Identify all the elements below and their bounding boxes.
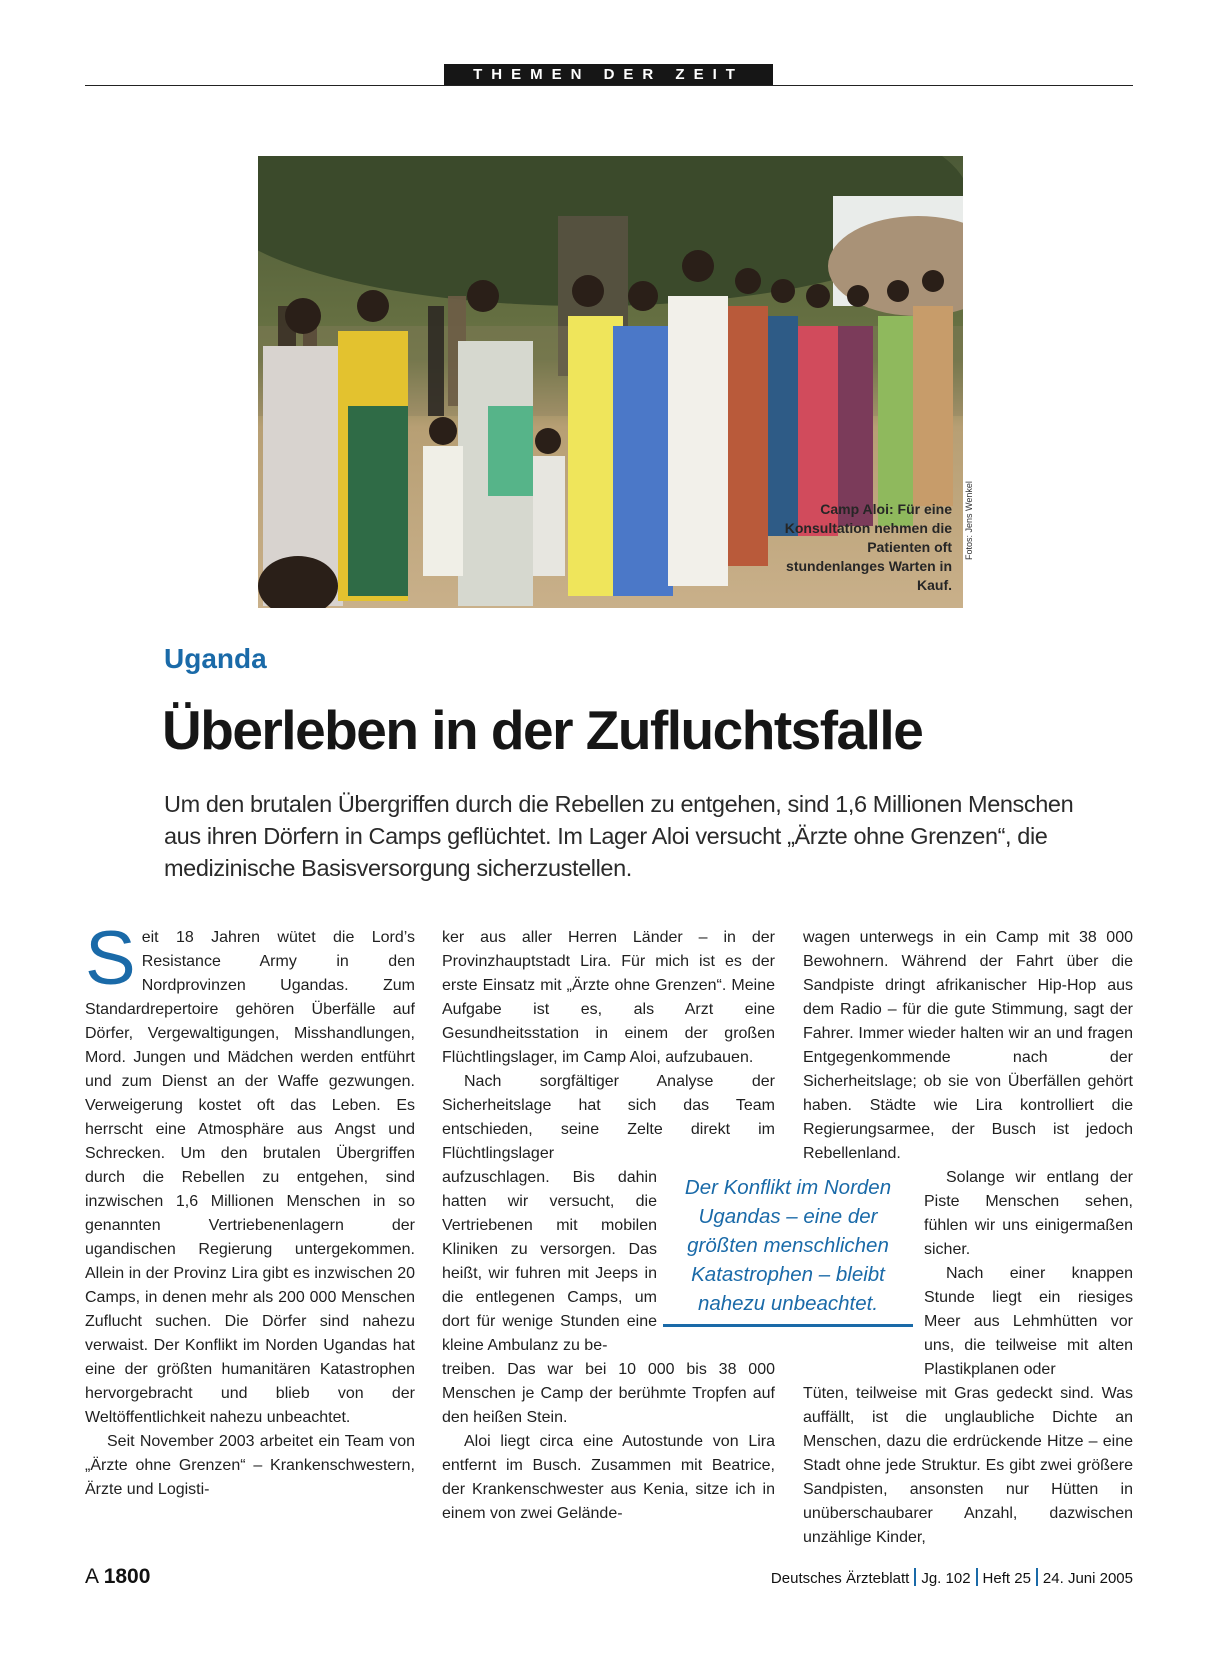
pull-quote: Der Konflikt im Norden Ugandas – eine der größten menschlichen Katastrophen – bleibt nahezu unbeachtet. (663, 1173, 913, 1327)
body-paragraph: Solange wir entlang der Piste Menschen sehen, fühlen wir uns einigermaßen sicher. (924, 1169, 1133, 1258)
body-paragraph: Tüten, teilweise mit Gras gedeckt sind. Was auffällt, ist die unglaubliche Dichte an Menschen, dazu die erdrückende Hitze – eine Stadt ohne jede Struktur. Es gibt zwei größere Sandpisten, ansonsten nur Hütten in unüberschaubarer Anzahl, dazwischen unzählige Kinder, (803, 1385, 1133, 1546)
page-prefix: A (85, 1565, 98, 1588)
journal-name: Deutsches Ärzteblatt (770, 1570, 910, 1587)
body-paragraph: Aloi liegt circa eine Autostunde von Lira entfernt im Busch. Zusammen mit Beatrice, der Krankenschwester aus Kenia, sitze ich in einem von zwei Gelände- (442, 1433, 775, 1522)
separator (976, 1568, 978, 1586)
section-label: THEMEN DER ZEIT (444, 64, 773, 86)
separator (914, 1568, 916, 1586)
page-number (85, 1565, 150, 1589)
body-paragraph: ker aus aller Herren Länder – in der Provinzhauptstadt Lira. Für mich ist es der erste Einsatz mit „Ärzte ohne Grenzen“. Meine Aufgabe ist es, als Arzt eine Gesundheitsstation in einem der großen Flüchtlingslager, im Camp Aloi, aufzubauen. (442, 929, 775, 1066)
journal-date: 24. Juni 2005 (1042, 1570, 1133, 1587)
drop-cap: S (85, 916, 136, 1001)
article-headline: Überleben in der Zufluchtsfalle (162, 699, 923, 761)
body-paragraph: treiben. Das war bei 10 000 bis 38 000 Menschen je Camp der berühmte Tropfen auf den heißen Stein. (442, 1361, 775, 1426)
body-paragraph: wagen unterwegs in ein Camp mit 38 000 Bewohnern. Während der Fahrt über die Sandpiste dringt afrikanischer Hip-Hop aus dem Radio – für die gute Stimmung, sagt der Fahrer. Immer wieder halten wir an und fragen Entgegenkommende nach der Sicherheitslage; ob sie von Überfällen gehört haben. Städte wie Lira kontrolliert die Regierungsarmee, der Busch ist jedoch Rebellenland. (803, 929, 1133, 1162)
journal-volume: Jg. 102 (921, 1570, 971, 1587)
header-rule (85, 85, 1133, 86)
body-paragraph: eit 18 Jahren wütet die Lord’s Resistance Army in den Nordprovinzen Ugandas. Zum Standardrepertoire gehören Überfälle auf Dörfer, Vergewaltigungen, Misshandlungen, Mord. Jungen und Mädchen werden entführt und zum Dienst an der Waffe gezwungen. Verweigerung kostet oft das Leben. Es herrscht eine Atmosphäre aus Angst und Schrecken. Um den brutalen Übergriffen durch die Rebellen zu entgehen, sind inzwischen 1,6 Millionen Menschen in so genannten Vertriebenenlagern der ugandischen Regierung untergekommen. Allein in der Provinz Lira gibt es inzwischen 20 Camps, in denen mehr als 200 000 Menschen Zuflucht suchen. Die Dörfer sind nahezu verwaist. Der Konflikt im Norden Ugandas hat eine der größten humanitären Katastrophen hervorgebracht und blieb von der Weltöffentlichkeit nahezu unbeachtet. (85, 929, 415, 1426)
photo-caption: Camp Aloi: Für eine Konsultation nehmen die Patienten oft stundenlanges Warten in Kauf. (784, 501, 952, 593)
journal-issue: Heft 25 (982, 1570, 1031, 1587)
page-number-value: 1800 (103, 1565, 151, 1588)
photo-credit: Fotos: Jens Wenkel (964, 481, 974, 560)
journal-info (771, 1568, 1133, 1587)
body-paragraph: Seit November 2003 arbeitet ein Team von „Ärzte ohne Grenzen“ – Krankenschwestern, Ärzte und Logisti- (85, 1433, 415, 1498)
body-paragraph: Nach einer knappen Stunde liegt ein riesiges Meer aus Lehmhütten vor uns, die teilweise mit alten Plastikplanen oder (924, 1265, 1133, 1378)
body-paragraph: aufzuschlagen. Bis dahin hatten wir versucht, die Vertriebenen mit mobilen Kliniken zu versorgen. Das heißt, wir fuhren mit Jeeps in die entlegenen Camps, um dort für wenige Stunden eine kleine Ambulanz zu be- (442, 1169, 657, 1354)
article-lead: Um den brutalen Übergriffen durch die Rebellen zu entgehen, sind 1,6 Millionen Menschen aus ihren Dörfern in Camps geflüchtet. Im Lager Aloi versucht „Ärzte ohne Grenzen“, die medizinische Basisversorgung sicherzustellen. (164, 791, 1074, 881)
body-column-1 (85, 916, 415, 1502)
body-paragraph: Nach sorgfältiger Analyse der Sicherheitslage hat sich das Team entschieden, seine Zelte direkt im Flüchtlingslager (442, 1073, 775, 1162)
separator (1036, 1568, 1038, 1586)
article-kicker: Uganda (164, 643, 267, 674)
